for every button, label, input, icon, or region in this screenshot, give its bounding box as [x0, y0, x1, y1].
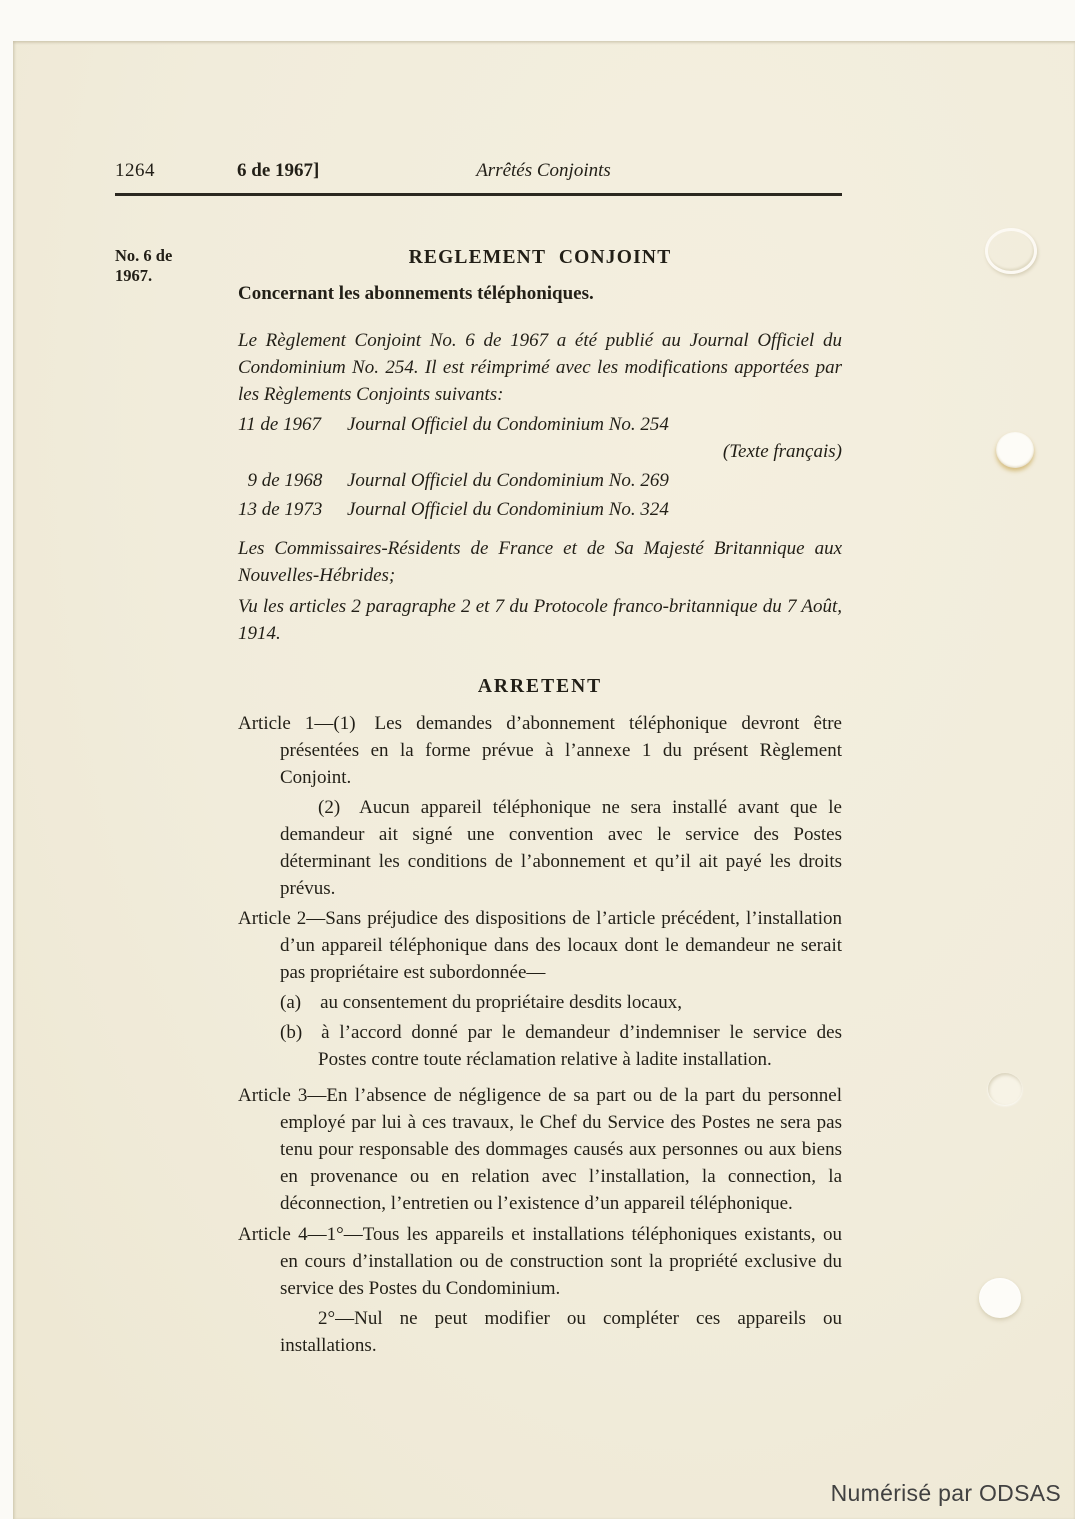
- article-3-paragraph: Article 3—En l’absence de négligence de sa part ou de la part du personnel employé par lui à ces travaux, le Chef du Service des Postes ne sera pas tenu pour responsable des dommages causés aux personnes ou aux biens en provenance ou en relation avec l’installation, la connection, la déconnection, l’entretien ou l’existence d’un appareil téléphonique.: [238, 1085, 842, 1214]
- reference-row: [238, 411, 842, 465]
- punch-hole-icon: [988, 1073, 1022, 1105]
- reference-line: [238, 496, 842, 523]
- reference-number: 13 de 1973: [238, 499, 323, 520]
- reference-row: [238, 467, 842, 494]
- margin-note-line1: No. 6 de: [115, 246, 173, 265]
- reference-row: [238, 496, 842, 523]
- reference-line: [238, 467, 842, 494]
- running-head: [115, 160, 842, 190]
- punch-hole-icon: [985, 228, 1037, 274]
- page-number: 1264: [115, 160, 155, 181]
- article-1-paragraph-2: (2) Aucun appareil téléphonique ne sera installé avant que le demandeur ait signé une convention avec le service des Postes déterminant les conditions de l’abonnement et qu’il ait payé les droits prévus.: [280, 797, 842, 899]
- scan-credit: Numérisé par ODSAS: [830, 1480, 1061, 1506]
- issue-reference: 6 de 1967]: [237, 160, 320, 181]
- header-rule: [115, 193, 842, 196]
- reference-line: [238, 411, 842, 438]
- recitals: [238, 535, 842, 647]
- subject-line: Concernant les abonnements téléphoniques.: [238, 283, 594, 304]
- article-4-paragraph-2: 2°—Nul ne peut modifier ou compléter ces appareils ou installations.: [280, 1308, 842, 1356]
- document-title: REGLEMENT CONJOINT: [408, 247, 672, 268]
- article-2-item-b: (b) à l’accord donné par le demandeur d’indemniser le service des Postes contre toute réclamation relative à ladite installation.: [280, 1022, 842, 1070]
- reference-journal: Journal Officiel du Condominium No. 254: [347, 414, 669, 435]
- preamble-paragraph: Le Règlement Conjoint No. 6 de 1967 a été publié au Journal Officiel du Condominium No. 254. Il est réimprimé avec les modifications apportées par les Règlements Conjoints suivants:: [238, 330, 842, 405]
- reference-number: 9 de 1968: [238, 470, 323, 491]
- article-4-paragraph-1: Article 4—1°—Tous les appareils et installations téléphoniques existants, ou en cours d’installation ou de construction sont la propriété exclusive du service des Postes du Condominium.: [238, 1224, 842, 1299]
- recital-commissioners: Les Commissaires-Résidents de France et de Sa Majesté Britannique aux Nouvelles-Hébrides;: [238, 538, 842, 586]
- article-2-item-a: (a) au consentement du propriétaire desdits locaux,: [280, 992, 683, 1013]
- margin-note: [115, 246, 227, 286]
- enactment-heading: ARRETENT: [477, 676, 603, 697]
- reference-language-note: (Texte français): [722, 441, 842, 462]
- article-2-intro: Article 2—Sans préjudice des dispositions de l’article précédent, l’installation d’un appareil téléphonique dans des locaux dont le demandeur ne serait pas propriétaire est subordonnée—: [238, 908, 842, 983]
- margin-note-line2: 1967.: [115, 266, 153, 285]
- reference-number: 11 de 1967: [238, 414, 322, 435]
- punch-hole-icon: [996, 432, 1034, 468]
- punch-hole-icon: [979, 1278, 1021, 1318]
- reference-journal: Journal Officiel du Condominium No. 269: [347, 470, 669, 491]
- article-1-paragraph-1: Article 1—(1) Les demandes d’abonnement téléphonique devront être présentées en la forme prévue à l’annexe 1 du présent Règlement Conjoint.: [238, 713, 842, 788]
- recital-protocol: Vu les articles 2 paragraphe 2 et 7 du Protocole franco-britannique du 7 Août, 1914.: [238, 596, 842, 644]
- journal-running-title: Arrêtés Conjoints: [476, 160, 611, 181]
- document-body: [238, 280, 842, 1362]
- reference-journal: Journal Officiel du Condominium No. 324: [347, 499, 669, 520]
